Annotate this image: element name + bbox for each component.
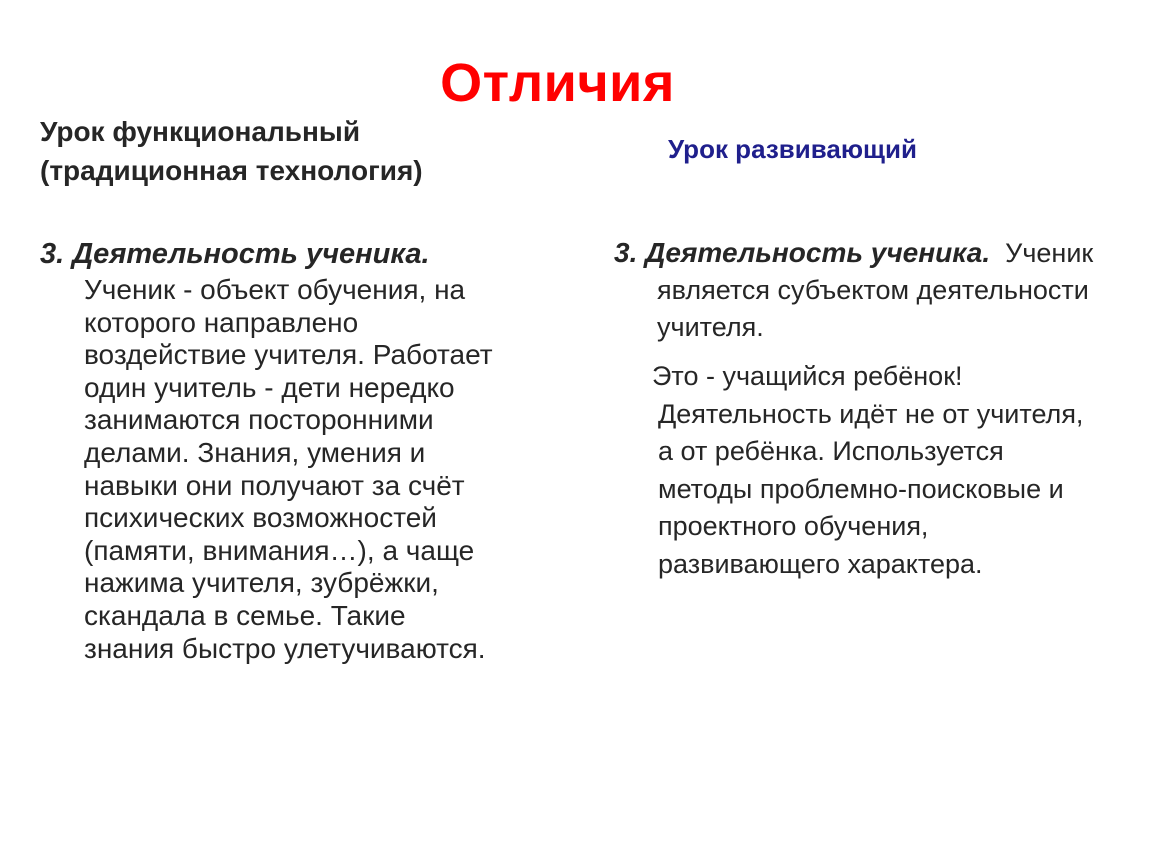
- right-body-line: Деятельность идёт не от учителя,: [658, 398, 1084, 429]
- left-heading-line-1: Урок функциональный: [40, 116, 361, 147]
- right-lead-tail: Ученик: [1005, 238, 1094, 268]
- left-body-line: скандала в семье. Такие: [84, 599, 406, 631]
- right-body-line: учителя.: [657, 312, 764, 342]
- right-column-heading: Урок развивающий: [668, 134, 917, 164]
- right-body-line: а от ребёнка. Используется: [658, 436, 1004, 467]
- left-body-line: занимаются посторонними: [84, 404, 434, 436]
- slide-title: Отличия: [440, 53, 675, 113]
- right-para2-first-line: Это - учащийся ребёнок!: [652, 361, 963, 391]
- right-lead-line: [614, 234, 1134, 272]
- left-column-body: [84, 274, 534, 665]
- left-column-lead: 3. Деятельность ученика.: [40, 238, 430, 270]
- right-body-line: проектного обучения,: [658, 511, 929, 542]
- left-body-line: которого направлено: [84, 306, 359, 338]
- left-column-heading: [40, 112, 500, 190]
- left-body-line: навыки они получают за счёт: [84, 469, 465, 501]
- left-body-line: воздействие учителя. Работает: [84, 339, 493, 371]
- left-body-line: знания быстро улетучиваются.: [84, 632, 486, 664]
- left-body-line: делами. Знания, умения и: [84, 436, 426, 468]
- right-body-line: является субъектом деятельности: [657, 275, 1089, 305]
- right-column-paragraph-2: [652, 358, 1132, 584]
- left-body-line: один учитель - дети нередко: [84, 371, 455, 403]
- right-body-line: методы проблемно-поисковые и: [658, 473, 1064, 504]
- right-column-lead: 3. Деятельность ученика.: [614, 237, 991, 268]
- left-heading-line-2: (традиционная технология): [40, 155, 423, 186]
- right-column-paragraph-1: [614, 234, 1134, 346]
- left-body-line: психических возможностей: [84, 502, 437, 534]
- left-body-line: (памяти, внимания…), а чаще: [84, 534, 475, 566]
- left-body-line: Ученик - объект обучения, на: [84, 274, 466, 305]
- left-body-line: нажима учителя, зубрёжки,: [84, 567, 439, 599]
- right-body-line: развивающего характера.: [658, 548, 983, 579]
